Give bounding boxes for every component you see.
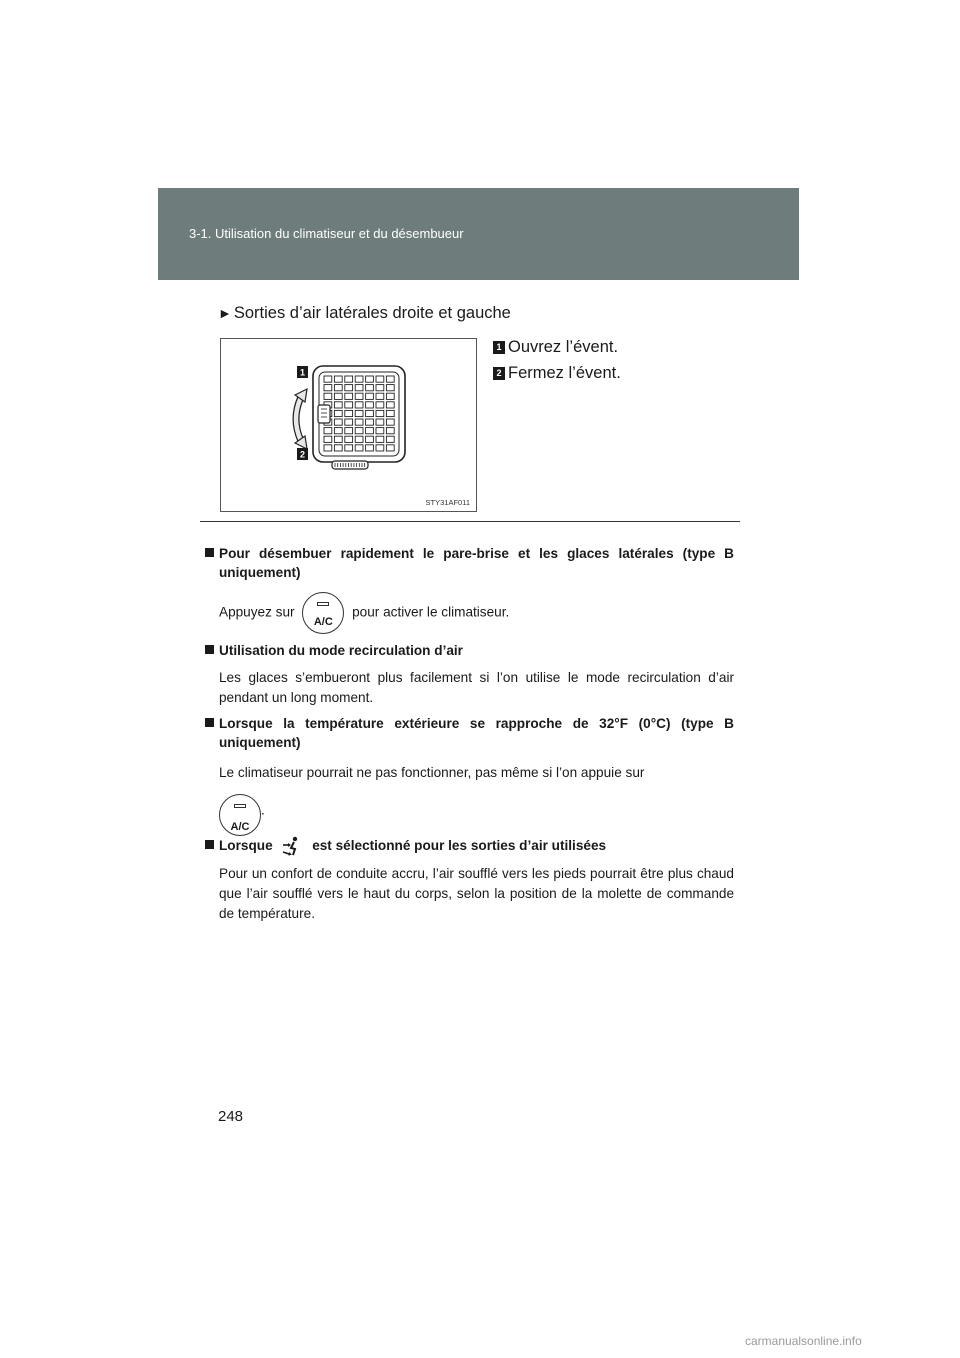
vent-louver-cell	[334, 436, 342, 442]
vent-louver-cell	[345, 376, 353, 382]
vent-louver-cell	[366, 436, 374, 442]
section-title: 3-1. Utilisation du climatiseur et du désembueur	[189, 226, 464, 241]
subheading	[218, 304, 511, 323]
vent-louver-cell	[376, 393, 384, 399]
vent-louver-cell	[366, 410, 374, 416]
note-feet-mode	[205, 836, 734, 924]
vent-louver-cell	[334, 445, 342, 451]
note-outside-temp	[205, 714, 734, 836]
vent-knob	[318, 405, 330, 423]
vent-louver-cell	[334, 393, 342, 399]
vent-louver-cell	[366, 385, 374, 391]
vent-louver-cell	[386, 393, 394, 399]
note-title: Pour désembuer rapidement le pare-brise et les glaces latérales (type B uniquement)	[205, 544, 734, 582]
step-item-close	[493, 360, 621, 386]
vent-louver-cell	[376, 376, 384, 382]
step-text: Ouvrez l’évent.	[508, 337, 619, 356]
square-bullet-icon	[205, 840, 214, 849]
vent-louver-cell	[345, 402, 353, 408]
vent-louver-cell	[386, 402, 394, 408]
vent-louver-cell	[324, 393, 332, 399]
ac-button-icon: A/C	[219, 794, 261, 836]
square-bullet-icon	[205, 718, 214, 727]
vent-louver-cell	[355, 376, 363, 382]
note-defog	[205, 544, 734, 634]
vent-louver-cell	[366, 428, 374, 434]
vent-louver-cell	[355, 393, 363, 399]
vent-louver-cell	[366, 376, 374, 382]
vent-louver-cell	[324, 436, 332, 442]
step-text: Fermez l’évent.	[508, 363, 621, 382]
vent-louver-cell	[334, 376, 342, 382]
side-vent-illustration	[221, 339, 476, 511]
vent-louver-cell	[376, 436, 384, 442]
vent-louver-cell	[366, 419, 374, 425]
ac-button-icon: A/C	[302, 592, 344, 634]
section-divider	[200, 521, 740, 522]
vent-louver-cell	[355, 385, 363, 391]
vent-louver-cell	[376, 428, 384, 434]
feet-airflow-icon	[280, 836, 304, 856]
figure-code: STY31AF011	[425, 498, 470, 507]
vent-louver-cell	[345, 385, 353, 391]
vent-louver-cell	[366, 393, 374, 399]
square-bullet-icon	[205, 548, 214, 557]
note-title: Lorsque est sélectionné pour les sorties d’air utilisées	[205, 836, 734, 856]
subheading-text: Sorties d’air latérales droite et gauche	[233, 304, 511, 322]
vent-louver-cell	[355, 428, 363, 434]
page-number: 248	[218, 1108, 244, 1125]
vent-louver-cell	[355, 410, 363, 416]
note-title: Lorsque la température extérieure se rapproche de 32°F (0°C) (type B uniquement)	[205, 714, 734, 752]
vent-louver-cell	[324, 428, 332, 434]
note-recirculation	[205, 641, 734, 708]
vent-louver-cell	[345, 445, 353, 451]
vent-louver-grid	[324, 376, 394, 451]
vent-louver-cell	[366, 402, 374, 408]
step-item-open	[493, 334, 621, 360]
watermark: carmanualsonline.info	[745, 1334, 862, 1348]
note-body: Les glaces s’embueront plus facilement si l’on utilise le mode recirculation d’air pendant un long moment.	[219, 670, 734, 705]
vent-louver-cell	[345, 419, 353, 425]
vent-louver-cell	[386, 419, 394, 425]
vent-louver-cell	[386, 428, 394, 434]
step-badge: 1	[493, 341, 505, 354]
vent-louver-cell	[345, 410, 353, 416]
vent-louver-cell	[324, 385, 332, 391]
vent-louver-cell	[376, 445, 384, 451]
note-title: Utilisation du mode recirculation d’air	[205, 641, 734, 660]
triangle-marker-icon: ►	[218, 305, 232, 321]
vent-louver-cell	[324, 445, 332, 451]
vent-louver-cell	[386, 445, 394, 451]
step-list	[493, 334, 621, 386]
vent-louver-cell	[355, 445, 363, 451]
vent-louver-cell	[376, 385, 384, 391]
vent-louver-cell	[386, 436, 394, 442]
vent-louver-cell	[386, 376, 394, 382]
step-badge: 2	[493, 367, 505, 380]
figure-badge-2-label: 2	[299, 449, 306, 460]
vent-louver-cell	[334, 428, 342, 434]
vent-louver-cell	[334, 385, 342, 391]
vent-louver-cell	[355, 419, 363, 425]
vent-louver-cell	[334, 402, 342, 408]
vent-louver-cell	[355, 436, 363, 442]
note-body: Le climatiseur pourrait ne pas fonctionner, pas même si l’on appuie sur A/C .	[219, 760, 734, 836]
vent-louver-cell	[355, 402, 363, 408]
vent-figure	[220, 338, 477, 512]
vent-louver-cell	[334, 419, 342, 425]
vent-louver-cell	[386, 385, 394, 391]
vent-louver-cell	[345, 436, 353, 442]
vent-louver-cell	[376, 419, 384, 425]
vent-louver-cell	[334, 410, 342, 416]
vent-louver-cell	[386, 410, 394, 416]
vent-louver-cell	[345, 428, 353, 434]
note-body: Appuyez sur A/C pour activer le climatiseur.	[219, 592, 734, 634]
vent-louver-cell	[366, 445, 374, 451]
figure-badge-1-label: 1	[299, 367, 306, 378]
vent-louver-cell	[324, 376, 332, 382]
note-body: Pour un confort de conduite accru, l’air soufflé vers les pieds pourrait être plus chaud que l’air soufflé vers le haut du corps, selon la position de la molette de commande de température.	[219, 866, 734, 922]
vent-louver-cell	[376, 410, 384, 416]
square-bullet-icon	[205, 645, 214, 654]
vent-louver-cell	[376, 402, 384, 408]
vent-louver-cell	[345, 393, 353, 399]
